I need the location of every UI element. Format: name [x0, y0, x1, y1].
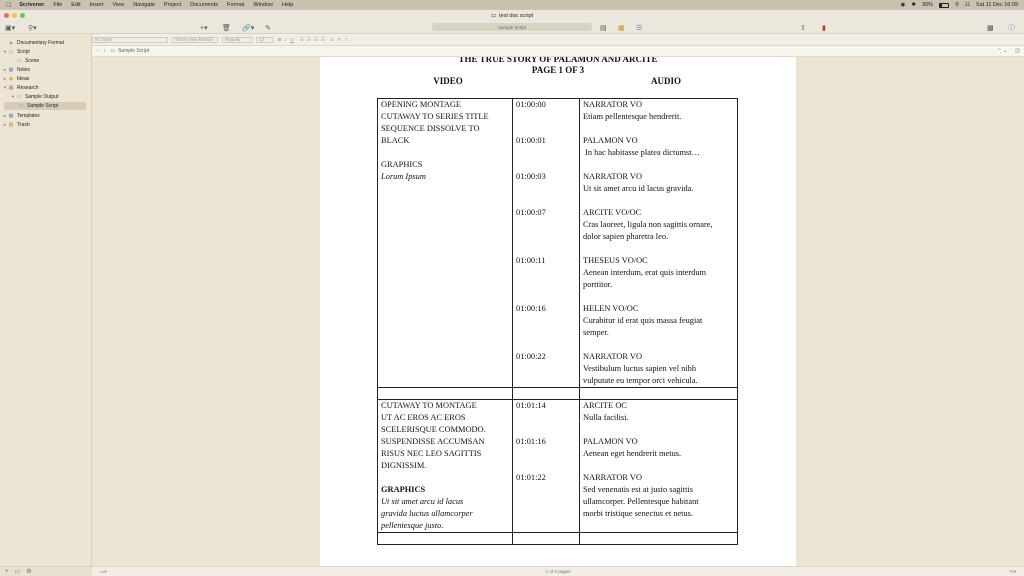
video-line: Ut sit amet arcu id lacus: [381, 497, 464, 506]
binder-item-notes[interactable]: [2, 66, 90, 74]
binder-item-label: Ideas: [17, 76, 30, 82]
audio-block: [583, 171, 734, 195]
add-icon[interactable]: +: [5, 568, 9, 575]
share-icon[interactable]: ⇧: [800, 24, 806, 32]
dialogue-line: Vestibulum luctus sapien vel nibh: [583, 364, 697, 373]
timecode: 01:00:00: [516, 100, 546, 109]
script-row: [378, 99, 738, 388]
dialogue-line: Aenean eget hendrerit metus.: [583, 449, 682, 458]
video-line: gravida luctus ullamcorper: [381, 509, 473, 518]
dialogue-line: Etiam pellentesque hendrerit.: [583, 112, 682, 121]
binder-item-documentary-format[interactable]: [2, 39, 90, 47]
templates-icon: ▦: [8, 113, 14, 119]
underline-icon[interactable]: U: [290, 37, 294, 42]
video-line: Lorum Ipsum: [381, 172, 426, 181]
align-left-icon[interactable]: ☰: [299, 36, 304, 42]
speaker-line: ARCITE OC: [583, 401, 627, 410]
speaker-line: NARRATOR VO: [583, 352, 643, 361]
binder-item-label: Script: [17, 49, 30, 55]
format-bar: [92, 34, 1024, 46]
audio-block: [583, 436, 734, 460]
editor-view-icon[interactable]: ▤: [600, 24, 607, 32]
audio-block: [583, 400, 734, 424]
text-color-icon[interactable]: a: [330, 37, 334, 42]
dialogue-line: Ut sit amet arcu id lacus gravida.: [583, 184, 694, 193]
trash-icon: ▤: [8, 122, 14, 128]
dialogue-line: Aenean interdum, erat quis interdum: [583, 268, 707, 277]
control-center-icon[interactable]: ☷: [964, 2, 970, 8]
binder-item-sample-output[interactable]: [10, 93, 90, 101]
video-line: OPENING MONTAGE: [381, 100, 462, 109]
video-line: CUTAWAY TO SERIES TITLE: [381, 112, 489, 121]
menu-help[interactable]: Help: [276, 2, 288, 8]
empty-cell[interactable]: [513, 388, 580, 400]
window-titlebar: [0, 10, 1024, 21]
timecode: 01:00:03: [516, 172, 546, 181]
list-icon[interactable]: ≡: [345, 37, 348, 42]
video-cell[interactable]: [378, 99, 513, 388]
chevron-right-icon[interactable]: ▸: [3, 113, 7, 118]
link-icon[interactable]: 🔗▾: [242, 24, 255, 32]
page-count: 1 of 3 pages: [545, 569, 571, 574]
font-family-select[interactable]: Times New Roman: [172, 37, 218, 43]
video-block: [381, 99, 509, 147]
dialogue-line: porttitor.: [583, 280, 613, 289]
menu-edit[interactable]: Edit: [65, 2, 76, 8]
audio-block: [583, 303, 734, 339]
editor-area: [92, 57, 1024, 566]
video-line: RISUS NEC LEO SAGITTIS: [381, 449, 482, 458]
search-spotlight-icon[interactable]: ⚲: [954, 2, 959, 8]
video-cell[interactable]: [378, 400, 513, 533]
menu-bar: [0, 0, 1024, 10]
binder-item-script[interactable]: [2, 48, 90, 56]
research-icon: ▤: [8, 85, 14, 91]
binder-item-label: Notes: [17, 67, 31, 73]
dialogue-line: ullamcorper. Pellentesque habitant: [583, 497, 699, 506]
empty-cell[interactable]: [378, 388, 513, 400]
window-controls: [4, 13, 25, 18]
info-icon[interactable]: ⓘ: [1008, 24, 1015, 32]
notes-icon: ▦: [8, 67, 14, 73]
video-line: GRAPHICS: [381, 160, 423, 169]
binder-item-label: Trash: [17, 122, 30, 128]
menu-app[interactable]: Scrivener: [14, 2, 40, 8]
menu-window[interactable]: Window: [248, 2, 268, 8]
split-editor-icon[interactable]: ◫: [1015, 48, 1020, 54]
audio-block: [583, 472, 734, 520]
video-line: SEQUENCE DISSOLVE TO: [381, 124, 480, 133]
dialogue-line: Curabitur id erat quis massa feugiat: [583, 316, 703, 325]
empty-cell[interactable]: [378, 533, 513, 545]
document-icon: ▭: [490, 12, 497, 19]
folder-icon: ▭: [16, 94, 22, 100]
dialogue-line: Nulla facilisi.: [583, 413, 629, 422]
compose-icon[interactable]: ✎: [265, 24, 271, 32]
speaker-line: NARRATOR VO: [583, 473, 643, 482]
script-table[interactable]: [377, 98, 738, 545]
chevron-down-icon[interactable]: ▾: [3, 49, 7, 54]
font-size-select[interactable]: 12: [256, 37, 274, 43]
video-block: [381, 400, 509, 472]
forward-arrow-icon[interactable]: ›: [103, 48, 106, 54]
dialogue-line: Sed venenatis est at justo sagittis: [583, 485, 694, 494]
document-icon: ▭: [110, 48, 116, 54]
italic-icon[interactable]: I: [285, 37, 287, 42]
timecode: 01:01:14: [516, 401, 546, 410]
search-icon[interactable]: ⚲▾: [28, 24, 37, 32]
audio-block: [583, 99, 734, 123]
window-title: test doc script: [499, 12, 534, 19]
audio-column-header: AUDIO: [650, 76, 681, 86]
align-right-icon[interactable]: ☰: [313, 36, 318, 42]
ideas-icon: ◉: [8, 76, 14, 82]
compose-mode-icon[interactable]: ↻▾: [1009, 568, 1016, 574]
binder-footer: [0, 566, 92, 576]
audio-block: [583, 207, 734, 243]
binder-item-sample-script[interactable]: [4, 102, 86, 110]
up-down-arrows-icon[interactable]: ⌃ ⌄: [997, 48, 1008, 54]
minimize-window-button[interactable]: [12, 13, 17, 18]
video-line: GRAPHICS: [381, 485, 426, 494]
binder-item-label: Templates: [17, 113, 40, 119]
align-center-icon[interactable]: ☰: [306, 36, 311, 42]
menu-insert[interactable]: Insert: [84, 2, 99, 8]
page-indicator: PAGE 1 OF 3: [531, 65, 585, 75]
highlight-icon[interactable]: ✎: [337, 36, 342, 42]
dialogue-line: vulputate eu tempor orci vehicula.: [583, 376, 698, 385]
battery-percent[interactable]: 30%: [921, 2, 933, 8]
timecode-cell[interactable]: [513, 99, 580, 388]
audio-block: [583, 255, 734, 291]
editor-header-bar: [92, 46, 1024, 57]
timecode: 01:00:22: [516, 352, 546, 361]
binder-item-research[interactable]: [2, 84, 90, 92]
script-title: THE TRUE STORY OF PALAMON AND ARCITE: [458, 57, 658, 64]
video-block: [381, 159, 509, 171]
binder-item-label: Sample Output: [25, 94, 59, 100]
dialogue-line: In hac habitasse platea dictumst…: [583, 148, 700, 157]
battery-icon[interactable]: [939, 3, 949, 8]
timecode: 01:01:16: [516, 437, 546, 446]
binder-item-scene[interactable]: [10, 57, 90, 65]
empty-cell[interactable]: [580, 388, 738, 400]
video-line: pellentesque justo.: [381, 521, 444, 530]
speaker-line: THESEUS VO/OC: [583, 256, 648, 265]
editor-document-title: Sample Script: [118, 48, 150, 54]
timecode: 01:01:22: [516, 473, 546, 482]
video-block: [381, 171, 509, 183]
close-window-button[interactable]: [4, 13, 9, 18]
menu-file[interactable]: File: [48, 2, 57, 8]
wifi-icon[interactable]: ◉: [900, 2, 906, 8]
spacer-row: [378, 388, 738, 400]
toolbar: [0, 21, 1024, 34]
audio-cell[interactable]: [580, 400, 738, 533]
trash-toolbar-icon[interactable]: 🗑: [222, 24, 231, 32]
binder-item-trash[interactable]: [2, 121, 90, 129]
dialogue-line: morbi tristique senectus et netus.: [583, 509, 694, 518]
speaker-line: NARRATOR VO: [583, 172, 643, 181]
empty-cell[interactable]: [513, 533, 580, 545]
bluetooth-icon[interactable]: ✱: [911, 2, 916, 8]
speaker-line: NARRATOR VO: [583, 100, 643, 109]
add-item-icon[interactable]: +▾: [200, 24, 208, 32]
binder-item-label: Documentary Format: [17, 40, 64, 46]
empty-cell[interactable]: [580, 533, 738, 545]
inspector-toggle-icon[interactable]: ▩: [987, 24, 994, 32]
toolbar-document-title[interactable]: Sample Script: [432, 23, 592, 31]
menu-project[interactable]: Project: [158, 2, 176, 8]
apple-menu-icon[interactable]: [6, 2, 11, 9]
dialogue-line: semper.: [583, 328, 609, 337]
binder-item-templates[interactable]: [2, 112, 90, 120]
timecode: 01:00:11: [516, 256, 546, 265]
audio-cell[interactable]: [580, 99, 738, 388]
script-row: [378, 400, 738, 533]
video-column-header: VIDEO: [433, 76, 463, 86]
menu-format[interactable]: Format: [221, 2, 240, 8]
video-line: SUSPENDISSE ACCUMSAN: [381, 437, 485, 446]
bold-icon[interactable]: B: [278, 37, 282, 42]
timecode: 01:00:07: [516, 208, 546, 217]
style-select[interactable]: No Style: [92, 37, 168, 43]
outliner-icon[interactable]: ☰: [636, 24, 643, 32]
menu-documents[interactable]: Documents: [184, 2, 213, 8]
back-arrow-icon[interactable]: ‹: [97, 48, 99, 54]
settings-gear-icon[interactable]: ⚙: [26, 569, 32, 575]
video-block: [381, 484, 509, 496]
timecode-cell[interactable]: [513, 400, 580, 533]
video-line: SCELERISQUE COMMODO.: [381, 425, 486, 434]
chevron-right-icon[interactable]: ▸: [3, 76, 7, 81]
clock-text[interactable]: Sat 11 Dec 16:09: [975, 2, 1018, 8]
justify-icon[interactable]: ☰: [320, 36, 325, 42]
menu-view[interactable]: View: [107, 2, 120, 8]
chevron-down-icon[interactable]: ▾: [3, 85, 7, 90]
document-format-icon: ▲: [8, 40, 14, 46]
video-line: BLACK: [381, 136, 410, 145]
speaker-line: PALAMON VO: [583, 136, 638, 145]
video-line: DIGNISSIM.: [381, 461, 427, 470]
add-folder-icon[interactable]: ▭: [14, 569, 21, 575]
zoom-window-button[interactable]: [20, 13, 25, 18]
menu-navigate[interactable]: Navigate: [128, 2, 150, 8]
binder-item-label: Research: [17, 85, 39, 91]
chevron-right-icon[interactable]: ▸: [3, 67, 7, 72]
chevron-right-icon[interactable]: ▸: [3, 122, 7, 127]
binder-item-ideas[interactable]: [2, 75, 90, 83]
bookmark-icon[interactable]: ▮: [822, 24, 826, 32]
spacer-row: [378, 533, 738, 545]
binder-sidebar: [0, 34, 92, 566]
corkboard-icon[interactable]: ▦: [618, 24, 625, 32]
script-page[interactable]: [320, 57, 796, 566]
timecode: 01:00:16: [516, 304, 546, 313]
new-doc-icon[interactable]: ▭▾: [100, 568, 107, 574]
audio-block: [583, 135, 734, 159]
speaker-line: ARCITE VO/OC: [583, 208, 642, 217]
speaker-line: HELEN VO/OC: [583, 304, 639, 313]
script-icon: ▭: [8, 49, 14, 55]
dialogue-line: Cras laoreet, ligula non sagittis ornare,: [583, 220, 713, 229]
document-icon: ▭: [18, 103, 24, 109]
video-line: UT AC EROS AC EROS: [381, 413, 466, 422]
speaker-line: PALAMON VO: [583, 437, 638, 446]
binder-item-label: Scene: [25, 58, 40, 64]
binder-item-label: Sample Script: [27, 103, 59, 109]
video-block: [381, 496, 509, 532]
timecode: 01:00:01: [516, 136, 546, 145]
chevron-down-icon[interactable]: ▾: [11, 94, 15, 99]
binder-toggle-icon[interactable]: ▣▾: [5, 24, 16, 32]
status-bar: [92, 566, 1024, 576]
font-weight-select[interactable]: Regular: [222, 37, 252, 43]
dialogue-line: dolor sapien pharetra leo.: [583, 232, 669, 241]
audio-block: [583, 351, 734, 387]
video-line: CUTAWAY TO MONTAGE: [381, 401, 477, 410]
scene-icon: ▭: [16, 58, 22, 64]
